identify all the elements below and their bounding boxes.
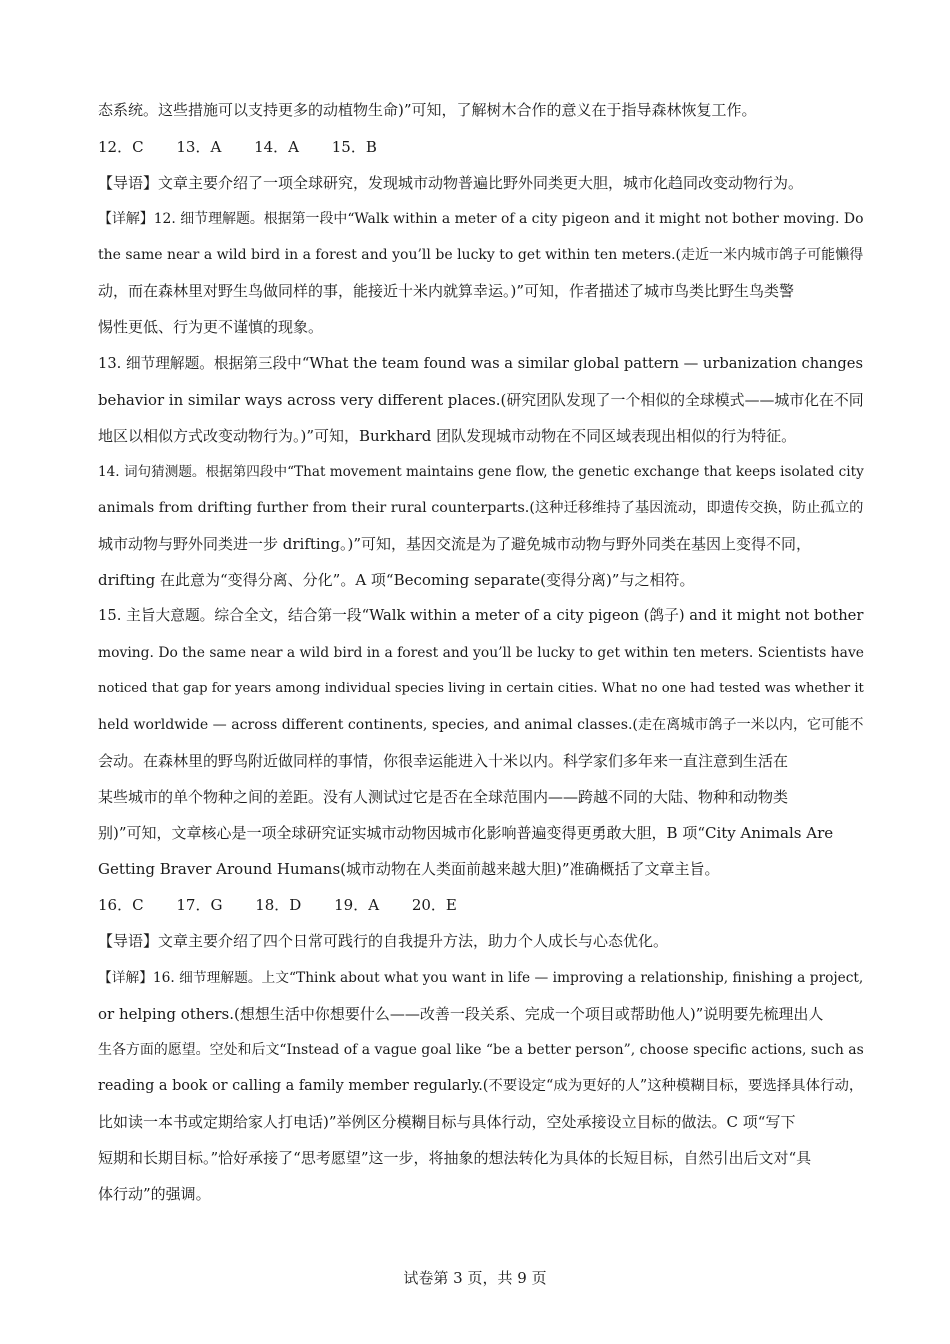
text-line: reading a book or calling a family member regularly.(不要设定“成为更好的人”这种模糊目标，要选择具体行动，: [98, 1078, 864, 1094]
page-footer: 试卷第 3 页，共 9 页: [403, 1269, 547, 1287]
text-line: 体行动”的强调。: [98, 1185, 211, 1203]
text-line: 【导语】文章主要介绍了四个日常可践行的自我提升方法，助力个人成长与心态优化。: [98, 932, 669, 950]
answer-key-row: [98, 895, 485, 915]
text-line: moving. Do the same near a wild bird in a forest and you’ll be lucky to get within ten meters. Scientists have: [98, 645, 864, 661]
text-line: or helping others.(想想生活中你想要什么——改善一段关系、完成一个项目或帮助他人)”说明要先梳理出人: [98, 1005, 824, 1023]
answer-14: 14．A: [254, 138, 299, 156]
answer-15: 15．B: [331, 138, 377, 156]
text-line: noticed that gap for years among individual species living in certain cities. What no one had tested was whether it: [98, 681, 864, 696]
answer-19: 19．A: [334, 896, 380, 914]
answer-16: 16．C: [98, 896, 144, 914]
text-line: 【详解】16. 细节理解题。上文“Think about what you want in life — improving a relationship, finishing a project,: [98, 970, 864, 986]
text-line: 13. 细节理解题。根据第三段中“What the team found was a similar global pattern — urbanization changes: [98, 355, 863, 372]
text-line: drifting 在此意为“变得分离、分化”。A 项“Becoming separate(变得分离)”与之相符。: [98, 571, 695, 589]
text-line: behavior in similar ways across very different places.(研究团队发现了一个相似的全球模式——城市化在不同: [98, 391, 864, 409]
text-line: held worldwide — across different continents, species, and animal classes.(走在离城市鸽子一米以内，它可能不: [98, 717, 864, 733]
text-line: 某些城市的单个物种之间的差距。没有人测试过它是否在全球范围内——跨越不同的大陆、物种和动物类: [98, 788, 789, 806]
text-line: 别)”可知，文章核心是一项全球研究证实城市动物因城市化影响普遍变得更勇敢大胆，B 项“City Animals Are: [98, 824, 834, 842]
answer-17: 17．G: [176, 896, 223, 914]
answer-key-row: [98, 137, 405, 157]
text-line: 会动。在森林里的野鸟附近做同样的事情，你很幸运能进入十米以内。科学家们多年来一直注意到生活在: [98, 752, 789, 770]
text-line: the same near a wild bird in a forest and you’ll be lucky to get within ten meters.(走近一米内城市鸽子可能懒得: [98, 247, 864, 263]
text-line: 动，而在森林里对野生鸟做同样的事，能接近十米内就算幸运。)”可知，作者描述了城市鸟类比野生鸟类警: [98, 282, 795, 300]
text-line: 态系统。这些措施可以支持更多的动植物生命)”可知，了解树木合作的意义在于指导森林恢复工作。: [98, 101, 757, 119]
answer-18: 18．D: [255, 896, 302, 914]
text-line: 地区以相似方式改变动物行为。)”可知，Burkhard 团队发现城市动物在不同区域表现出相似的行为特征。: [98, 427, 797, 445]
answer-20: 20．E: [411, 896, 457, 914]
text-line: 【详解】12. 细节理解题。根据第一段中“Walk within a meter of a city pigeon and it might not bother moving. Do: [98, 211, 864, 227]
text-line: Getting Braver Around Humans(城市动物在人类面前越来越大胆)”准确概括了文章主旨。: [98, 860, 720, 878]
text-line: 14. 词句猜测题。根据第四段中“That movement maintains gene flow, the genetic exchange that keeps isolated city: [98, 464, 864, 480]
text-line: animals from drifting further from their rural counterparts.(这种迁移维持了基因流动，即遗传交换，防止孤立的: [98, 500, 864, 516]
text-line: 城市动物与野外同类进一步 drifting。)”可知，基因交流是为了避免城市动物与野外同类在基因上变得不同，: [98, 535, 812, 553]
answer-12: 12．C: [98, 138, 144, 156]
text-line: 【导语】文章主要介绍了一项全球研究，发现城市动物普遍比野外同类更大胆，城市化趋同改变动物行为。: [98, 174, 804, 192]
text-line: 惕性更低、行为更不谨慎的现象。: [98, 318, 324, 336]
text-line: 比如读一本书或定期给家人打电话)”举例区分模糊目标与具体行动，空处承接设立目标的做法。C 项“写下: [98, 1113, 796, 1131]
text-line: 生各方面的愿望。空处和后文“Instead of a vague goal like “be a better person”, choose specific actions, such as: [98, 1042, 864, 1058]
text-line: 15. 主旨大意题。综合全文，结合第一段“Walk within a meter of a city pigeon (鸽子) and it might not bother: [98, 607, 864, 624]
answer-13: 13．A: [176, 138, 222, 156]
text-line: 短期和长期目标。”恰好承接了“思考愿望”这一步，将抽象的想法转化为具体的长短目标，自然引出后文对“具: [98, 1149, 812, 1167]
